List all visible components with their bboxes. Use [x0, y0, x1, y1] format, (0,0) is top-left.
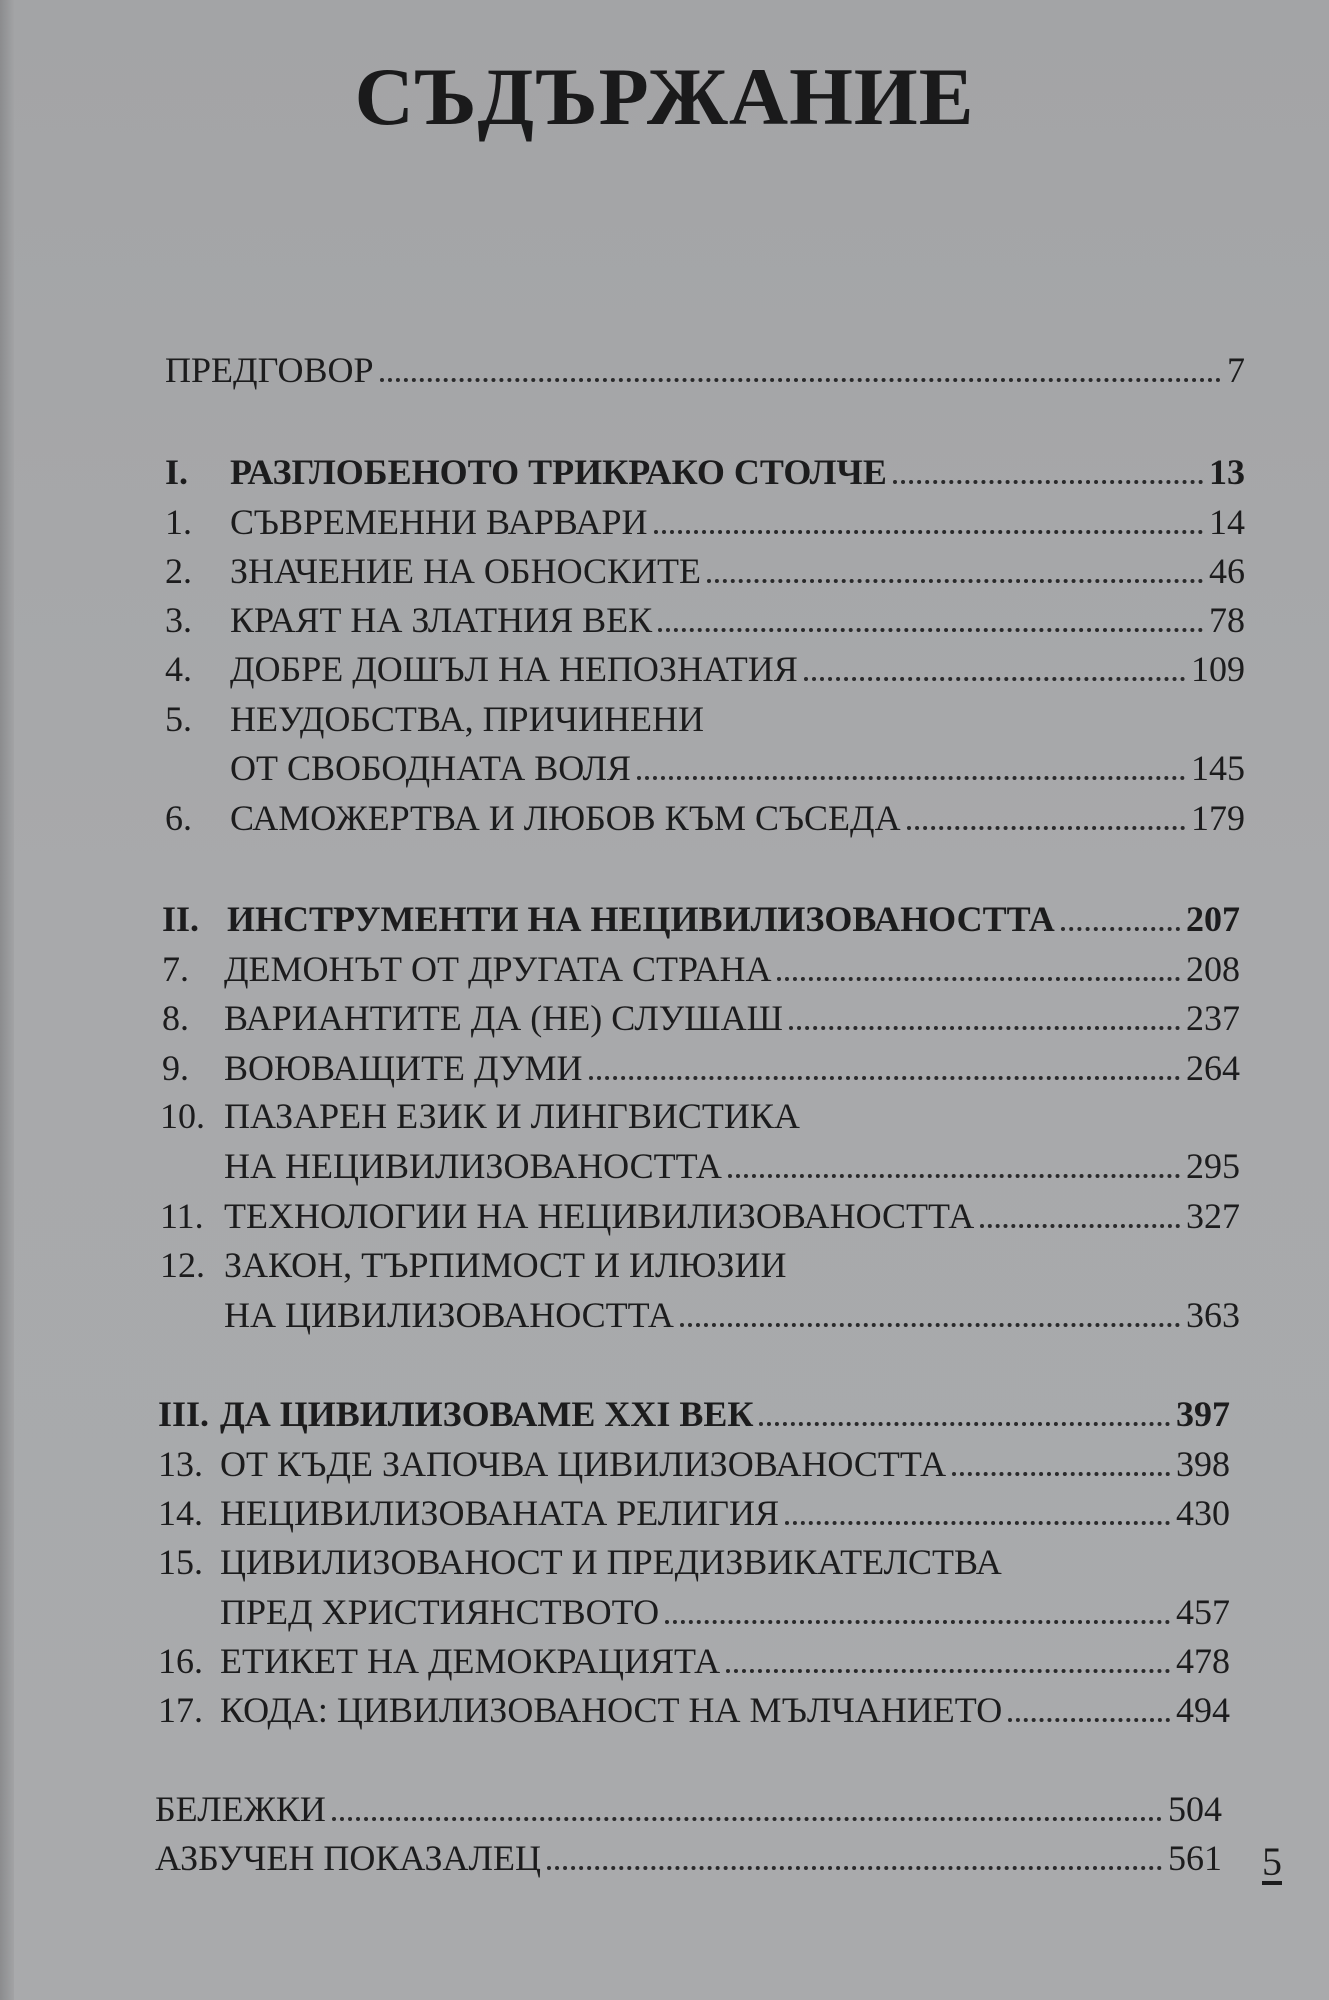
- toc-number: 15.: [158, 1542, 203, 1582]
- toc-entry-chapter-4[interactable]: [165, 647, 1245, 691]
- toc-number: 11.: [160, 1196, 204, 1236]
- toc-entry-chapter-12-line-2[interactable]: [224, 1293, 1240, 1337]
- toc-label: ЕТИКЕТ НА ДЕМОКРАЦИЯТА: [220, 1641, 721, 1681]
- toc-label: КОДА: ЦИВИЛИЗОВАНОСТ НА МЪЛЧАНИЕТО: [220, 1690, 1003, 1730]
- toc-label: ВАРИАНТИТЕ ДА (НЕ) СЛУШАШ: [224, 998, 783, 1038]
- dot-leader: [654, 530, 1204, 534]
- toc-label: ОТ СВОБОДНАТА ВОЛЯ: [230, 748, 631, 788]
- dot-leader: [1061, 927, 1180, 931]
- toc-page: 295: [1186, 1146, 1240, 1186]
- toc-page: 504: [1168, 1789, 1222, 1829]
- toc-page: 13: [1209, 452, 1245, 492]
- page-title: СЪДЪРЖАНИЕ: [354, 51, 975, 142]
- dot-leader: [380, 378, 1221, 382]
- dot-leader: [658, 628, 1203, 632]
- toc-entry-chapter-2[interactable]: [165, 549, 1245, 593]
- toc-label: ОТ КЪДЕ ЗАПОЧВА ЦИВИЛИЗОВАНОСТТА: [220, 1444, 947, 1484]
- toc-page: 145: [1191, 748, 1245, 788]
- toc-page: 430: [1176, 1493, 1230, 1533]
- dot-leader: [728, 1174, 1180, 1178]
- toc-number: 6.: [165, 798, 192, 838]
- toc-entry-chapter-15-line-1[interactable]: [158, 1540, 1230, 1584]
- toc-label: СЪВРЕМЕННИ ВАРВАРИ: [230, 502, 648, 542]
- dot-leader: [980, 1224, 1180, 1228]
- toc-entry-chapter-11[interactable]: [160, 1194, 1240, 1238]
- toc-entry-notes[interactable]: [155, 1787, 1222, 1831]
- toc-number: 17.: [158, 1690, 203, 1730]
- toc-label: НА НЕЦИВИЛИЗОВАНОСТТА: [224, 1146, 722, 1186]
- toc-entry-part-2[interactable]: [162, 897, 1240, 941]
- toc-label: ВОЮВАЩИТЕ ДУМИ: [224, 1048, 583, 1088]
- dot-leader: [777, 977, 1180, 981]
- dot-leader: [589, 1076, 1180, 1080]
- toc-label: КРАЯТ НА ЗЛАТНИЯ ВЕК: [230, 600, 653, 640]
- toc-entry-chapter-5-line-2[interactable]: [230, 746, 1245, 790]
- dot-leader: [789, 1026, 1180, 1030]
- dot-leader: [665, 1620, 1170, 1624]
- toc-page: 179: [1191, 798, 1245, 838]
- toc-page: 207: [1186, 899, 1240, 939]
- toc-page: 457: [1176, 1592, 1230, 1632]
- toc-entry-preface[interactable]: [165, 348, 1245, 392]
- toc-number: 1.: [165, 502, 192, 542]
- toc-page: 7: [1227, 350, 1245, 390]
- toc-entry-chapter-5-line-1[interactable]: [165, 697, 1245, 741]
- toc-number: 9.: [162, 1048, 189, 1088]
- dot-leader: [804, 677, 1185, 681]
- toc-page: 363: [1186, 1295, 1240, 1335]
- page-number: 5: [1262, 1839, 1282, 1884]
- toc-label: ДА ЦИВИЛИЗОВАМЕ XXI ВЕК: [220, 1394, 754, 1434]
- toc-label: ПАЗАРЕН ЕЗИК И ЛИНГВИСТИКА: [224, 1096, 800, 1136]
- toc-entry-chapter-3[interactable]: [165, 598, 1245, 642]
- dot-leader: [952, 1472, 1170, 1476]
- toc-entry-chapter-10-line-2[interactable]: [224, 1144, 1240, 1188]
- toc-entry-chapter-17[interactable]: [158, 1688, 1230, 1732]
- toc-page: 398: [1176, 1444, 1230, 1484]
- toc-entry-chapter-7[interactable]: [162, 947, 1240, 991]
- toc-number: I.: [165, 452, 189, 492]
- toc-number: 16.: [158, 1641, 203, 1681]
- toc-number: II.: [162, 899, 200, 939]
- dot-leader: [680, 1323, 1180, 1327]
- toc-entry-chapter-6[interactable]: [165, 796, 1245, 840]
- dot-leader: [707, 579, 1203, 583]
- toc-entry-chapter-12-line-1[interactable]: [160, 1243, 1240, 1287]
- toc-number: 13.: [158, 1444, 203, 1484]
- toc-page: 78: [1209, 600, 1245, 640]
- toc-page: 237: [1186, 998, 1240, 1038]
- toc-label: АЗБУЧЕН ПОКАЗАЛЕЦ: [155, 1838, 541, 1878]
- toc-page: 327: [1186, 1196, 1240, 1236]
- toc-entry-chapter-1[interactable]: [165, 500, 1245, 544]
- toc-entry-chapter-14[interactable]: [158, 1491, 1230, 1535]
- toc-entry-chapter-8[interactable]: [162, 996, 1240, 1040]
- dot-leader: [547, 1866, 1162, 1870]
- dot-leader: [726, 1669, 1170, 1673]
- toc-label: РАЗГЛОБЕНОТО ТРИКРАКО СТОЛЧЕ: [230, 452, 887, 492]
- toc-label: ПРЕД ХРИСТИЯНСТВОТО: [220, 1592, 660, 1632]
- toc-label: ДЕМОНЪТ ОТ ДРУГАТА СТРАНА: [224, 949, 772, 989]
- toc-page: 208: [1186, 949, 1240, 989]
- toc-number: 2.: [165, 551, 192, 591]
- toc-label: НЕУДОБСТВА, ПРИЧИНЕНИ: [230, 699, 704, 739]
- dot-leader: [785, 1521, 1170, 1525]
- toc-entry-chapter-13[interactable]: [158, 1442, 1230, 1486]
- toc-entry-index[interactable]: [155, 1836, 1222, 1880]
- toc-label: НЕЦИВИЛИЗОВАНАТА РЕЛИГИЯ: [220, 1493, 779, 1533]
- toc-label: ЦИВИЛИЗОВАНОСТ И ПРЕДИЗВИКАТЕЛСТВА: [220, 1542, 1002, 1582]
- dot-leader: [893, 480, 1203, 484]
- toc-entry-chapter-15-line-2[interactable]: [220, 1590, 1230, 1634]
- dot-leader: [332, 1817, 1162, 1821]
- toc-page: 14: [1209, 502, 1245, 542]
- toc-label: САМОЖЕРТВА И ЛЮБОВ КЪМ СЪСЕДА: [230, 798, 901, 838]
- toc-page: 561: [1168, 1838, 1222, 1878]
- toc-entry-chapter-10-line-1[interactable]: [160, 1094, 1240, 1138]
- toc-label: ТЕХНОЛОГИИ НА НЕЦИВИЛИЗОВАНОСТТА: [224, 1196, 975, 1236]
- dot-leader: [637, 776, 1185, 780]
- toc-number: 10.: [160, 1096, 205, 1136]
- toc-number: 5.: [165, 699, 192, 739]
- toc-page: 397: [1176, 1394, 1230, 1434]
- toc-label: ЗАКОН, ТЪРПИМОСТ И ИЛЮЗИИ: [224, 1245, 787, 1285]
- toc-number: III.: [158, 1394, 210, 1434]
- toc-page: 494: [1176, 1690, 1230, 1730]
- toc-number: 8.: [162, 998, 189, 1038]
- toc-label: ИНСТРУМЕНТИ НА НЕЦИВИЛИЗОВАНОСТТА: [227, 899, 1055, 939]
- toc-entry-chapter-9[interactable]: [162, 1046, 1240, 1090]
- toc-number: 12.: [160, 1245, 205, 1285]
- toc-number: 14.: [158, 1493, 203, 1533]
- dot-leader: [907, 826, 1185, 830]
- dot-leader: [1008, 1718, 1170, 1722]
- toc-page: 478: [1176, 1641, 1230, 1681]
- toc-entry-part-1[interactable]: [165, 450, 1245, 494]
- toc-label: БЕЛЕЖКИ: [155, 1789, 326, 1829]
- toc-label: ПРЕДГОВОР: [165, 350, 374, 390]
- toc-entry-part-3[interactable]: [158, 1392, 1230, 1436]
- dot-leader: [759, 1422, 1170, 1426]
- toc-page: 46: [1209, 551, 1245, 591]
- toc-page: 109: [1191, 649, 1245, 689]
- toc-number: 7.: [162, 949, 189, 989]
- toc-label: ДОБРЕ ДОШЪЛ НА НЕПОЗНАТИЯ: [230, 649, 798, 689]
- toc-entry-chapter-16[interactable]: [158, 1639, 1230, 1683]
- toc-label: ЗНАЧЕНИЕ НА ОБНОСКИТЕ: [230, 551, 702, 591]
- toc-number: 3.: [165, 600, 192, 640]
- toc-label: НА ЦИВИЛИЗОВАНОСТТА: [224, 1295, 674, 1335]
- toc-page: 264: [1186, 1048, 1240, 1088]
- toc-number: 4.: [165, 649, 192, 689]
